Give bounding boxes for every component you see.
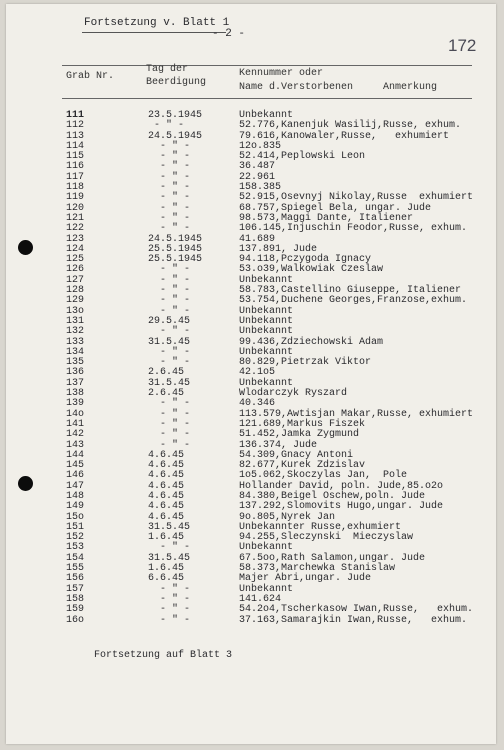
grave-number: 149 xyxy=(66,501,85,513)
grave-number: 156 xyxy=(66,573,85,585)
deceased-entry: 54.2o4,Tscherkasow Iwan,Russe, exhum. xyxy=(239,604,474,616)
column-header-grab-nr: Grab Nr. xyxy=(66,71,115,82)
burial-date: - " - xyxy=(148,408,191,420)
column-header-tag-der: Tag der xyxy=(146,64,189,75)
grave-number: 119 xyxy=(66,192,85,204)
table-row xyxy=(6,605,496,615)
burial-date: - " - xyxy=(148,285,191,297)
burial-date: - " - xyxy=(148,604,191,616)
grave-number: 141 xyxy=(66,418,85,430)
burial-date: - " - xyxy=(148,439,191,451)
burial-date: 4.6.45 xyxy=(148,470,185,482)
burial-date: - " - xyxy=(148,140,191,152)
deceased-entry: 106.145,Injuschin Feodor,Russe, exhum. xyxy=(239,223,468,235)
grave-number: 144 xyxy=(66,449,85,461)
burial-date: - " - xyxy=(148,593,191,605)
deceased-entry: 51.452,Jamka Zygmund xyxy=(239,429,360,441)
grave-number: 145 xyxy=(66,460,85,472)
header-rule-top xyxy=(62,65,472,66)
grave-number: 112 xyxy=(66,120,85,132)
grave-number: 122 xyxy=(66,223,85,235)
grave-number: 138 xyxy=(66,388,85,400)
grave-number: 125 xyxy=(66,254,85,266)
grave-number: 114 xyxy=(66,140,85,152)
deceased-entry: 53.754,Duchene Georges,Franzose,exhum. xyxy=(239,295,468,307)
burial-date: 4.6.45 xyxy=(148,460,185,472)
burial-date: 4.6.45 xyxy=(148,449,185,461)
grave-number: 139 xyxy=(66,398,85,410)
grave-number: 154 xyxy=(66,552,85,564)
grave-number: 148 xyxy=(66,490,85,502)
deceased-entry: 94.255,Sleczynski Mieczyslaw xyxy=(239,532,414,544)
burial-date: 4.6.45 xyxy=(148,490,185,502)
table-row xyxy=(6,430,496,440)
deceased-entry: 52.915,Osevnyj Nikolay,Russe exhumiert xyxy=(239,192,474,204)
grave-number: 137 xyxy=(66,377,85,389)
deceased-entry: 67.5oo,Rath Salamon,ungar. Jude xyxy=(239,552,426,564)
deceased-entry: 40.346 xyxy=(239,398,276,410)
grave-number: 134 xyxy=(66,346,85,358)
deceased-entry: 158.385 xyxy=(239,182,282,194)
burial-date: 25.5.1945 xyxy=(148,243,203,255)
grave-number: 126 xyxy=(66,264,85,276)
deceased-entry: 141.624 xyxy=(239,593,282,605)
deceased-entry: 137.891, Jude xyxy=(239,243,318,255)
grave-number: 123 xyxy=(66,233,85,245)
burial-date: - " - xyxy=(148,357,191,369)
burial-date: - " - xyxy=(148,614,191,626)
deceased-entry: 41.689 xyxy=(239,233,276,245)
grave-number: 117 xyxy=(66,171,85,183)
grave-number: 129 xyxy=(66,295,85,307)
deceased-entry: 84.380,Beigel Oschew,poln. Jude xyxy=(239,490,426,502)
deceased-entry: 121.689,Markus Fiszek xyxy=(239,418,366,430)
grave-number: 153 xyxy=(66,542,85,554)
column-header-anmerkung: Anmerkung xyxy=(383,82,438,93)
deceased-entry: Unbekannt xyxy=(239,274,294,286)
burial-date: - " - xyxy=(148,429,191,441)
deceased-entry: 136.374, Jude xyxy=(239,439,318,451)
burial-date: - " - xyxy=(148,346,191,358)
burial-date: 31.5.45 xyxy=(148,377,191,389)
grave-number: 157 xyxy=(66,583,85,595)
burial-date: - " - xyxy=(148,305,191,317)
deceased-entry: Unbekannt xyxy=(239,583,294,595)
deceased-entry: 54.309,Gnacy Antoni xyxy=(239,449,354,461)
grave-number: 151 xyxy=(66,521,85,533)
deceased-entry: Wlodarczyk Ryszard xyxy=(239,388,348,400)
burial-date: - " - xyxy=(148,120,185,132)
burial-date: 25.5.1945 xyxy=(148,254,203,266)
underline xyxy=(82,32,226,33)
burial-date: - " - xyxy=(148,398,191,410)
grave-number: 152 xyxy=(66,532,85,544)
deceased-entry: Unbekannt xyxy=(239,542,294,554)
burial-register-table xyxy=(6,111,496,626)
deceased-entry: Majer Abri,ungar. Jude xyxy=(239,573,372,585)
deceased-entry: 137.292,Slomovits Hugo,ungar. Jude xyxy=(239,501,444,513)
deceased-entry: 58.373,Marchewka Stanislaw xyxy=(239,563,396,575)
column-header-kennummer: Kennummer oder xyxy=(239,68,324,79)
deceased-entry: Unbekannt xyxy=(239,110,294,121)
burial-date: - " - xyxy=(148,295,191,307)
deceased-entry: 9o.805,Nyrek Jan xyxy=(239,511,336,523)
deceased-entry: 1o5.062,Skoczylas Jan, Pole xyxy=(239,470,408,482)
burial-date: - " - xyxy=(148,264,191,276)
burial-date: - " - xyxy=(148,212,191,224)
burial-date: - " - xyxy=(148,171,191,183)
burial-date: 31.5.45 xyxy=(148,552,191,564)
grave-number: 128 xyxy=(66,285,85,297)
deceased-entry: 52.414,Peplowski Leon xyxy=(239,151,366,163)
grave-number: 136 xyxy=(66,367,85,379)
deceased-entry: 58.783,Castellino Giuseppe, Italiener xyxy=(239,285,462,297)
burial-date: 2.6.45 xyxy=(148,367,185,379)
burial-date: 23.5.1945 xyxy=(148,110,203,121)
deceased-entry: 36.487 xyxy=(239,161,276,173)
footer-continuation: Fortsetzung auf Blatt 3 xyxy=(94,650,233,661)
grave-number: 115 xyxy=(66,151,85,163)
grave-number: 155 xyxy=(66,563,85,575)
burial-date: 6.6.45 xyxy=(148,573,185,585)
deceased-entry: 22.961 xyxy=(239,171,276,183)
deceased-entry: Unbekannter Russe,exhumiert xyxy=(239,521,402,533)
continuation-note: Fortsetzung v. Blatt 1 xyxy=(84,17,230,29)
grave-number: 124 xyxy=(66,243,85,255)
grave-number: 16o xyxy=(66,614,85,626)
deceased-entry: Unbekannt xyxy=(239,346,294,358)
burial-date: - " - xyxy=(148,161,191,173)
grave-number: 135 xyxy=(66,357,85,369)
deceased-entry: 12o.835 xyxy=(239,140,282,152)
document-page xyxy=(6,4,496,744)
grave-number: 143 xyxy=(66,439,85,451)
grave-number: 113 xyxy=(66,130,85,142)
deceased-entry: 94.118,Pczygoda Ignacy xyxy=(239,254,372,266)
burial-date: 4.6.45 xyxy=(148,501,185,513)
deceased-entry: Unbekannt xyxy=(239,326,294,338)
deceased-entry: 52.776,Kanenjuk Wasilij,Russe, exhum. xyxy=(239,120,462,132)
burial-date: - " - xyxy=(148,418,191,430)
grave-number: 118 xyxy=(66,182,85,194)
burial-date: - " - xyxy=(148,223,191,235)
grave-number: 15o xyxy=(66,511,85,523)
grave-number: 132 xyxy=(66,326,85,338)
deceased-entry: 80.829,Pietrzak Viktor xyxy=(239,357,372,369)
burial-date: 29.5.45 xyxy=(148,315,191,327)
column-header-beerdigung: Beerdigung xyxy=(146,77,207,88)
burial-date: - " - xyxy=(148,542,191,554)
deceased-entry: 42.1o5 xyxy=(239,367,276,379)
deceased-entry: Unbekannt xyxy=(239,377,294,389)
sheet-number: 172 xyxy=(448,36,477,55)
burial-date: 4.6.45 xyxy=(148,511,185,523)
grave-number: 127 xyxy=(66,274,85,286)
deceased-entry: 99.436,Zdziechowski Adam xyxy=(239,336,384,348)
header-rule-bottom xyxy=(62,98,472,99)
burial-date: 31.5.45 xyxy=(148,336,191,348)
table-row xyxy=(6,327,496,337)
grave-number: 146 xyxy=(66,470,85,482)
deceased-entry: Unbekannt xyxy=(239,305,294,317)
deceased-entry: 82.677,Kurek Zdzislav xyxy=(239,460,366,472)
burial-date: - " - xyxy=(148,274,191,286)
deceased-entry: Hollander David, poln. Jude,85.o2o xyxy=(239,480,444,492)
grave-number: 116 xyxy=(66,161,85,173)
grave-number: 120 xyxy=(66,202,85,214)
deceased-entry: 53.o39,Walkowiak Czeslaw xyxy=(239,264,384,276)
grave-number: 133 xyxy=(66,336,85,348)
burial-date: 1.6.45 xyxy=(148,563,185,575)
burial-date: 24.5.1945 xyxy=(148,233,203,245)
grave-number: 14o xyxy=(66,408,85,420)
grave-number: 131 xyxy=(66,315,85,327)
deceased-entry: 98.573,Maggi Dante, Italiener xyxy=(239,212,414,224)
deceased-entry: 113.579,Awtisjan Makar,Russe, exhumiert xyxy=(239,408,474,420)
grave-number: 159 xyxy=(66,604,85,616)
burial-date: - " - xyxy=(148,583,191,595)
burial-date: - " - xyxy=(148,182,191,194)
page-number: - 2 - xyxy=(212,28,246,40)
burial-date: 2.6.45 xyxy=(148,388,185,400)
grave-number: 121 xyxy=(66,212,85,224)
burial-date: 31.5.45 xyxy=(148,521,191,533)
grave-number: 111 xyxy=(66,110,85,121)
burial-date: - " - xyxy=(148,326,191,338)
burial-date: - " - xyxy=(148,202,191,214)
grave-number: 13o xyxy=(66,305,85,317)
burial-date: 4.6.45 xyxy=(148,480,185,492)
burial-date: - " - xyxy=(148,192,191,204)
burial-date: 1.6.45 xyxy=(148,532,185,544)
grave-number: 142 xyxy=(66,429,85,441)
table-row xyxy=(6,616,496,626)
grave-number: 147 xyxy=(66,480,85,492)
burial-date: 24.5.1945 xyxy=(148,130,203,142)
grave-number: 158 xyxy=(66,593,85,605)
deceased-entry: 37.163,Samarajkin Iwan,Russe, exhum. xyxy=(239,614,468,626)
column-header-name: Name d.Verstorbenen xyxy=(239,82,354,93)
burial-date: - " - xyxy=(148,151,191,163)
deceased-entry: 68.757,Spiegel Bela, ungar. Jude xyxy=(239,202,432,214)
deceased-entry: Unbekannt xyxy=(239,315,294,327)
deceased-entry: 79.616,Kanowaler,Russe, exhumiert xyxy=(239,130,450,142)
